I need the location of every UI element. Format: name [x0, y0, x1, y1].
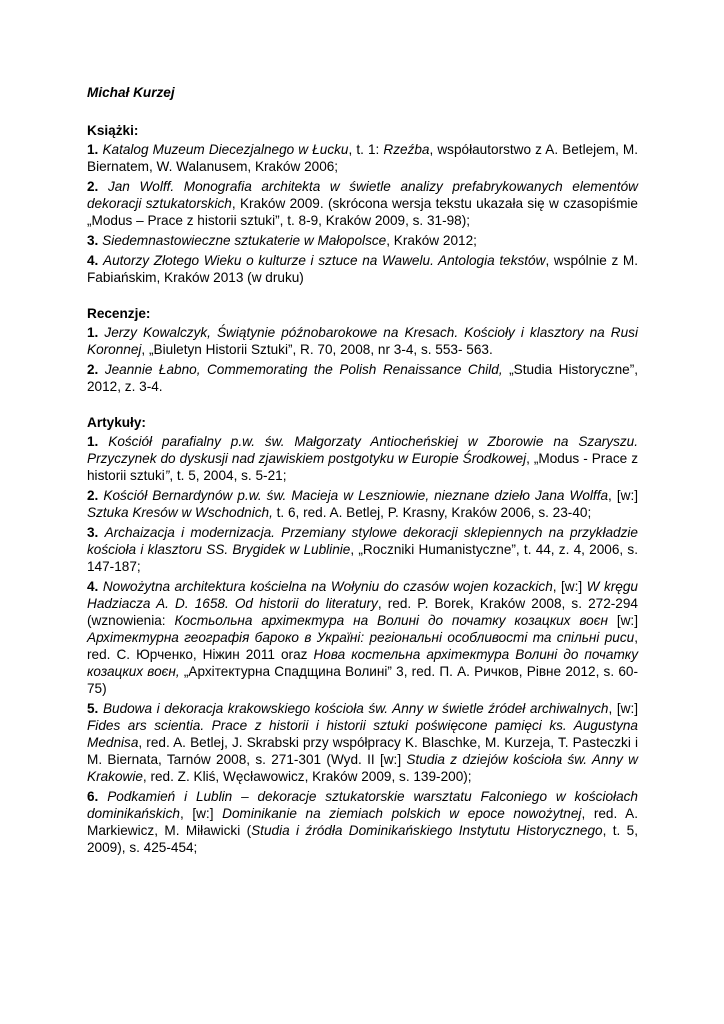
bibliography-entry [87, 178, 638, 229]
entry-title-text: Siedemnastowieczne sztukaterie w Małopolsce [102, 233, 387, 248]
entry-title-text: Jeannie Łabno, Commemorating the Polish Renaissance Child, [104, 362, 503, 377]
entry-text: , „Biuletyn Historii Sztuki”, R. 70, 2008, nr 3-4, s. 553- 563. [141, 342, 493, 357]
entry-text: , współautorstwo z A. Betlejem, M. Biernatem, W. Walanusem, Kraków 2006; [87, 142, 639, 174]
entry-number: 2. [87, 179, 99, 194]
entry-title-text: Kościół Bernardynów p.w. św. Macieja w Leszniowie, nieznane dzieło Jana Wolffa [103, 488, 609, 503]
entry-text: , „Roczniki Humanistyczne”, t. 44, z. 4, 2006, s. 147-187; [87, 542, 638, 574]
entry-text: , t. 5, 2009), s. 425-454; [87, 823, 638, 855]
entry-title-text: Jan Wolff. Monografia architekta w świetle analizy prefabrykowanych elementów dekoracji sztukatorskich [87, 179, 638, 211]
entry-number: 2. [87, 362, 99, 377]
entry-title-text: Архітектурна географія бароко в Україні: регіональні особливості та спільні риси [87, 630, 635, 645]
bibliography-entry [87, 700, 638, 785]
entry-text: , t. 5, 2004, s. 5-21; [169, 468, 287, 483]
entry-title-text: Dominikanie na ziemiach polskich w epoce nowożytnej [222, 806, 582, 821]
entry-number: 1. [87, 142, 99, 157]
entry-text [98, 789, 107, 804]
entry-text: t. 6, red. A. Betlej, P. Krasny, Kraków 2006, s. 23-40; [272, 505, 592, 520]
reviews-list [87, 324, 638, 395]
bibliography-entry [87, 433, 638, 484]
bibliography-entry [87, 141, 638, 175]
reviews-section [87, 305, 638, 395]
entry-title-text: Нова костельна архітектура Волині до початку козацких воєн, [87, 647, 639, 679]
entry-text: [w:] [607, 613, 638, 628]
entry-title-text: ” [164, 468, 170, 483]
entry-text: , [w:] [179, 806, 223, 821]
entry-text: , red. A. Betlej, J. Skrabski przy współpracy K. Blaschke, M. Kurzeja, T. Pasteczki i M. Biernata, Tarnów 2008, s. 271-301 (Wyd. II [w:] [87, 735, 638, 767]
entry-text: , „Modus - Prace z historii sztuki [87, 451, 638, 483]
entry-text: , [w:] [552, 579, 587, 594]
bibliography-entry [87, 361, 638, 395]
entry-number: 1. [87, 325, 99, 340]
bibliography-entry [87, 578, 638, 697]
entry-text: , [w:] [608, 488, 639, 503]
entry-title-text: Archaizacja i modernizacja. Przemiany stylowe dekoracji sklepiennych na przykładzie kościoła i klasztoru SS. Brygidek w Lublinie [87, 525, 638, 557]
books-heading: Książki: [87, 123, 139, 138]
entry-text [98, 179, 108, 194]
articles-section [87, 414, 638, 856]
entry-title-text: Fides ars scientia. Prace z historii i historii sztuki poświęcone pamięci ks. Augustyna Mednisa [87, 718, 638, 750]
articles-list [87, 433, 638, 856]
reviews-heading: Recenzje: [87, 306, 151, 321]
entry-number: 3. [87, 233, 99, 248]
entry-title-text: Autorzy Złotego Wieku o kulturze i sztuce na Wawelu. Antologia tekstów [103, 253, 546, 268]
entry-text: , Kraków 2012; [386, 233, 477, 248]
entry-title-text: Budowa i dekoracja krakowskiego kościoła św. Anny w świetle źródeł archiwalnych [102, 701, 609, 716]
bibliography-entry [87, 487, 638, 521]
entry-number: 6. [87, 789, 99, 804]
articles-heading: Artykuły: [87, 415, 146, 430]
bibliography-entry [87, 324, 638, 358]
entry-text: „Архітектурна Спадщина Волині” 3, red. П. А. Ричков, Рівне 2012, s. 60-75) [87, 664, 638, 696]
entry-text [98, 434, 108, 449]
bibliography-entry [87, 232, 638, 249]
entry-text: , wspólnie z M. Fabiańskim, Kraków 2013 (w druku) [87, 253, 639, 285]
bibliography-entry [87, 252, 638, 286]
entry-title-text: Katalog Muzeum Diecezjalnego w Łucku [102, 142, 349, 157]
books-list [87, 141, 638, 286]
entry-title-text: Podkamień i Lublin – dekoracje sztukatorskie warsztatu Falconiego w kościołach dominikańskich [87, 789, 638, 821]
entry-title-text: Jerzy Kowalczyk, Świątynie późnobarokowe na Kresach. Kościoły i klasztory na Rusi Koronnej [87, 325, 638, 357]
entry-title-text: Костьольна архітектура на Волині до початку козацких воєн [174, 613, 608, 628]
entry-text: , Kraków 2009. (skrócona wersja tekstu ukazała się w czasopiśmie „Modus – Prace z historii sztuki”, t. 8-9, Kraków 2009, s. 31-98); [87, 196, 638, 228]
entry-number: 4. [87, 253, 99, 268]
bibliography-entry [87, 788, 638, 856]
entry-title-text: W kręgu Hadziacza A. D. 1658. Od historii do literatury [87, 579, 638, 611]
entry-number: 2. [87, 488, 99, 503]
entry-text: , red. A. Markiewicz, M. Miławicki ( [87, 806, 638, 838]
entry-title-text: Studia i źródła Dominikańskiego Instytutu Historycznego [251, 823, 603, 838]
entry-title-text: Kościół parafialny p.w. św. Małgorzaty Antiocheńskiej w Zborowie na Szaryszu. Przyczynek do dyskusji nad zjawiskiem postgotyku w Europie Środkowej [87, 434, 639, 466]
entry-text: , red. С. Юрченко, Ніжин 2011 oraz [87, 630, 638, 662]
document-page [87, 84, 638, 875]
entry-text: , red. P. Borek, Kraków 2008, s. 272-294 (wznowienia: [87, 596, 638, 628]
entry-title-text: Sztuka Kresów w Wschodnich, [87, 505, 273, 520]
entry-title-text: Nowożytna architektura kościelna na Wołyniu do czasów wojen kozackich [102, 579, 553, 594]
entry-title-text: Rzeźba [383, 142, 430, 157]
entry-text: „Studia Historyczne”, 2012, z. 3-4. [87, 362, 638, 394]
author-name: Michał Kurzej [87, 85, 175, 100]
entry-title-text: Studia z dziejów kościoła św. Anny w Krakowie [87, 752, 638, 784]
entry-text: , t. 1: [348, 142, 384, 157]
entry-text: , [w:] [608, 701, 638, 716]
entry-number: 5. [87, 701, 99, 716]
entry-number: 4. [87, 579, 99, 594]
books-section [87, 122, 638, 286]
entry-number: 1. [87, 434, 99, 449]
entry-number: 3. [87, 525, 99, 540]
entry-text: , red. Z. Kliś, Węcławowicz, Kraków 2009, s. 139-200); [142, 769, 472, 784]
bibliography-entry [87, 524, 638, 575]
